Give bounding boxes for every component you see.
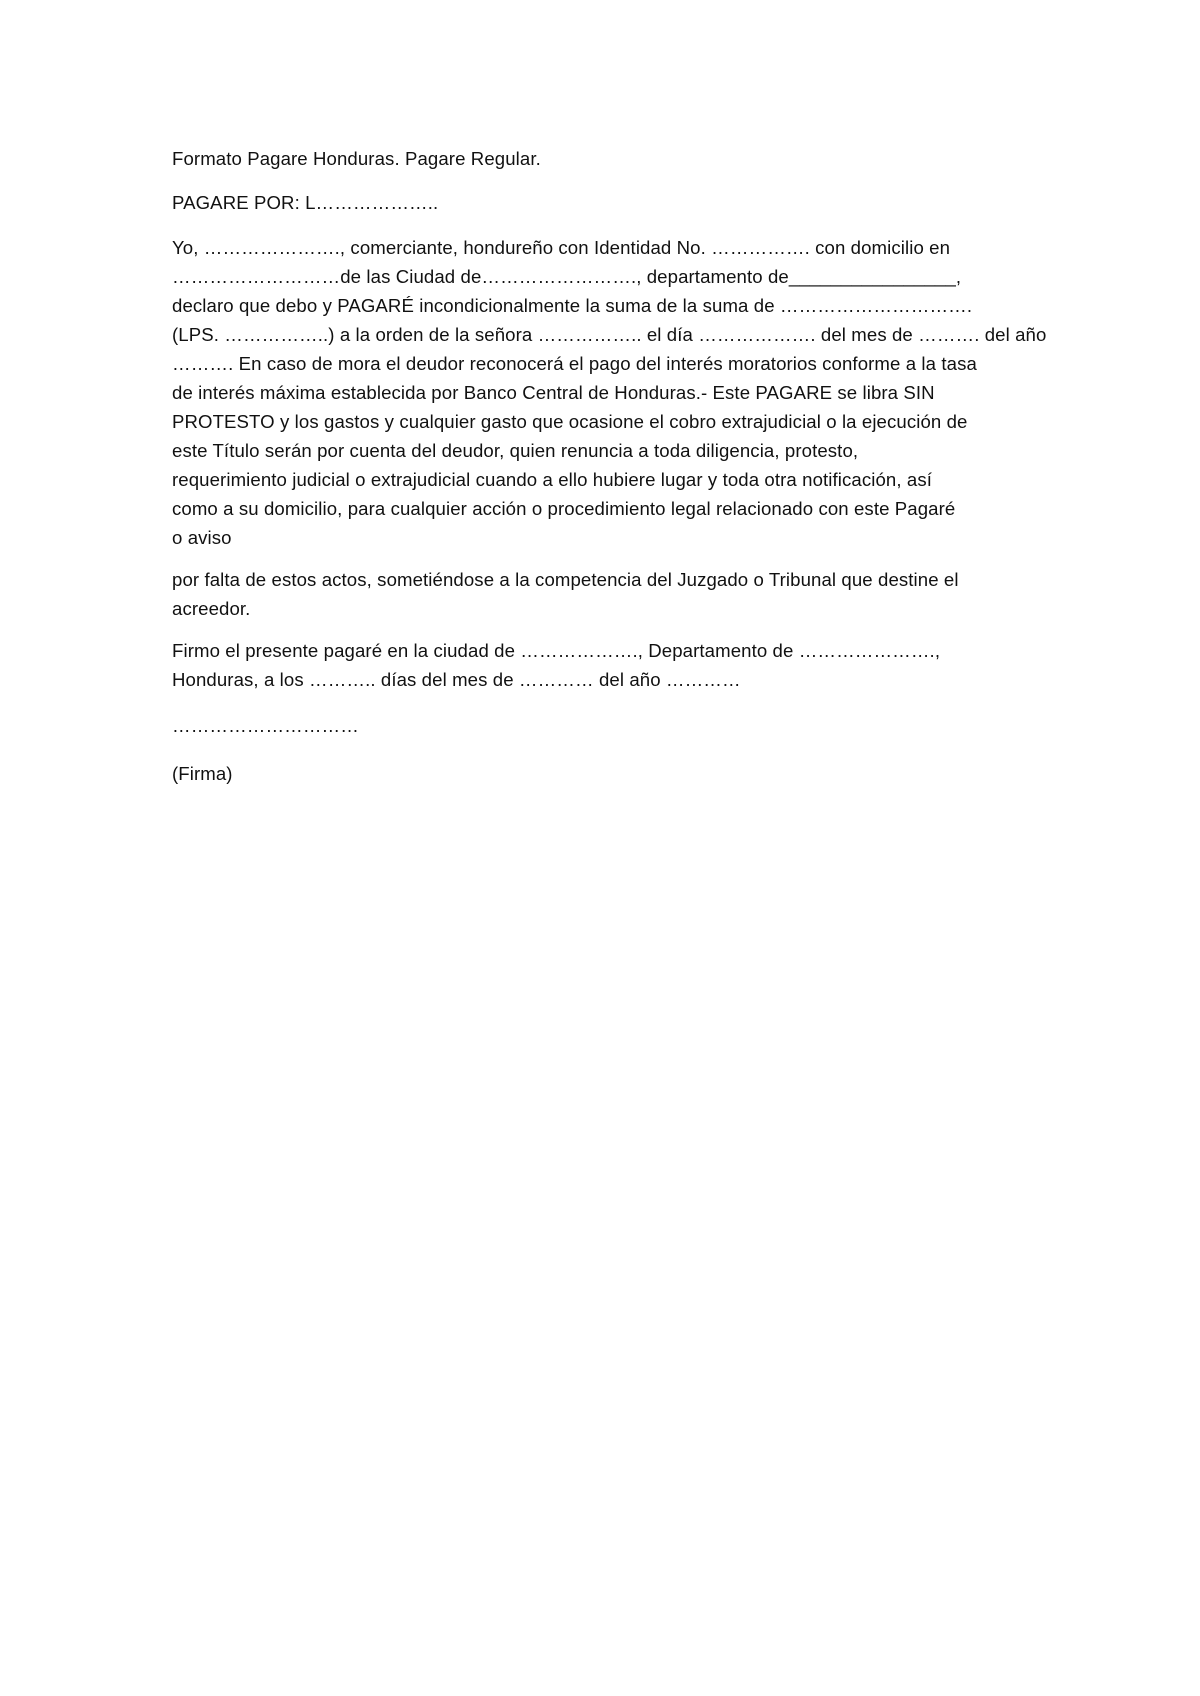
body2-line: acreedor. [172,598,251,619]
closing-line: Honduras, a los ……….. días del mes de ………… del año ………… [172,669,741,690]
main-clause-paragraph [172,233,1047,552]
signature-label: (Firma) [172,763,233,784]
body-line: ………. En caso de mora el deudor reconocerá el pago del interés moratorios conforme a la tasa [172,353,977,374]
body2-line: por falta de estos actos, sometiéndose a la competencia del Juzgado o Tribunal que destine el [172,569,959,590]
body-line: requerimiento judicial o extrajudicial cuando a ello hubiere lugar y toda otra notificación, así [172,469,932,490]
body-line: ………………………de las Ciudad de……………………., departamento de________________, [172,266,962,287]
document-content [172,144,1047,788]
document-title-paragraph [172,144,1042,173]
body-line: (LPS. ……………..) a la orden de la señora …………….. el día ………………. del mes de ………. del año [172,324,1047,345]
signature-label-paragraph [172,759,1042,788]
closing-line: Firmo el presente pagaré en la ciudad de ………………., Departamento de …………………., [172,640,941,661]
body-line: o aviso [172,527,232,548]
amount-paragraph [172,188,1042,217]
signature-line: ………………………… [172,715,359,736]
body-line: Yo, …………………., comerciante, hondureño con Identidad No. ……………. con domicilio en [172,237,951,258]
jurisdiction-paragraph [172,565,1042,623]
signature-line-paragraph [172,711,1042,740]
document-title: Formato Pagare Honduras. Pagare Regular. [172,148,541,169]
body-line: declaro que debo y PAGARÉ incondicionalmente la suma de la suma de …………………………. [172,295,973,316]
body-line: este Título serán por cuenta del deudor, quien renuncia a toda diligencia, protesto, [172,440,859,461]
amount-line: PAGARE POR: L……………….. [172,192,439,213]
body-line: de interés máxima establecida por Banco Central de Honduras.- Este PAGARE se libra SIN [172,382,935,403]
body-line: PROTESTO y los gastos y cualquier gasto que ocasione el cobro extrajudicial o la ejecución de [172,411,968,432]
closing-paragraph [172,636,1042,694]
body-line: como a su domicilio, para cualquier acción o procedimiento legal relacionado con este Pagaré [172,498,956,519]
